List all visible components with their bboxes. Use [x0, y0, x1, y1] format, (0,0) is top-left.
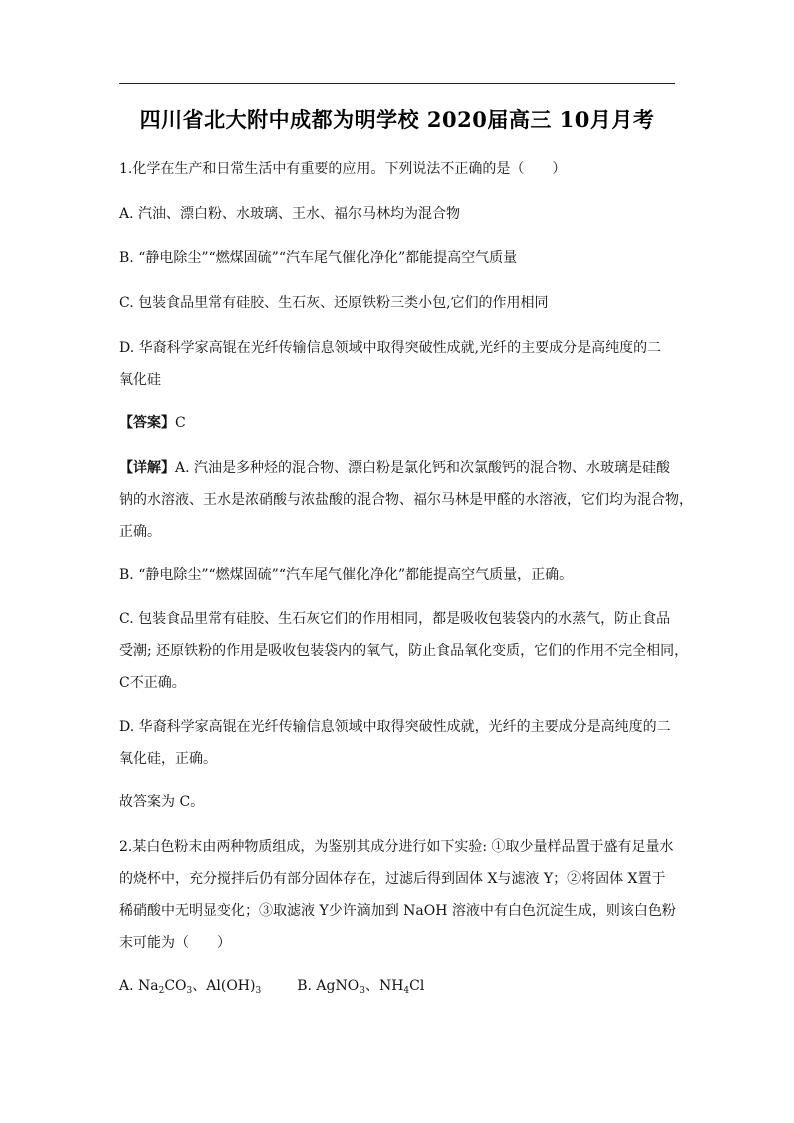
q2-stem-line4: 末可能为（ ）: [119, 935, 231, 951]
q2-stem-line2: 的烧杯中，充分搅拌后仍有部分固体存在，过滤后得到固体 X与滤液 Y；②将固体 X置于: [119, 871, 666, 887]
explain-label: 【详解】: [119, 460, 175, 476]
q1-explain-b: B. “静电除尘”“燃煤固硫”“汽车尾气催化净化”都能提高空气质量，正确。: [119, 567, 574, 583]
answer-value: C: [175, 415, 186, 431]
q2-options-row: [119, 977, 679, 995]
q2-stem-line1: 2.某白色粉末由两种物质组成，为鉴别其成分进行如下实验: ①取少量样品置于盛有足量水: [119, 839, 674, 855]
answer-label: 【答案】: [119, 415, 175, 431]
explain-a-text: A. 汽油是多种烃的混合物、漂白粉是氯化钙和次氯酸钙的混合物、水玻璃是硅酸: [175, 460, 671, 476]
q1-option-b: B. “静电除尘”“燃煤固硫”“汽车尾气催化净化”都能提高空气质量: [119, 250, 518, 266]
q1-option-a: A. 汽油、漂白粉、水玻璃、王水、福尔马林均为混合物: [119, 206, 461, 222]
q2-stem-line3: 稀硝酸中无明显变化；③取滤液 Y少许滴加到 NaOH 溶液中有白色沉淀生成，则该白色粉: [119, 903, 676, 919]
q1-explain-a-line3: 正确。: [119, 524, 161, 540]
page-title: 四川省北大附中成都为明学校 2020届高三 10月月考: [139, 107, 655, 132]
header-rule: [119, 83, 675, 84]
q2-option-b: B. AgNO$_3$、$NH_4Cl$: [297, 978, 425, 996]
q1-option-c: C. 包装食品里常有硅胶、生石灰、还原铁粉三类小包,它们的作用相同: [119, 295, 549, 311]
q1-explain-a-line2: 钠的水溶液、王水是浓硝酸与浓盐酸的混合物、福尔马林是甲醛的水溶液，它们均为混合物，: [119, 492, 693, 508]
q1-explain-c-line1: C. 包装食品里常有硅胶、生石灰它们的作用相同，都是吸收包装袋内的水蒸气，防止食品: [119, 611, 671, 627]
q1-explain-c-line2: 受潮; 还原铁粉的作用是吸收包装袋内的氧气，防止食品氧化变质，它们的作用不完全相同，: [119, 643, 689, 659]
q1-option-d-line2: 氧化硅: [119, 372, 161, 388]
q1-option-d-line1: D. 华裔科学家高锟在光纤传输信息领域中取得突破性成就,光纤的主要成分是高纯度的二: [119, 340, 662, 356]
q1-explain-d-line2: 氧化硅，正确。: [119, 751, 217, 767]
q1-stem: 1.化学在生产和日常生活中有重要的应用。下列说法不正确的是（ ）: [119, 161, 567, 177]
q2-option-a: A. $Na_2CO_3$、$Al(OH)_3$: [119, 978, 262, 996]
q1-explain-c-line3: C不正确。: [119, 675, 186, 691]
q1-answer: [119, 414, 679, 432]
q1-explain-d-line1: D. 华裔科学家高锟在光纤传输信息领域中取得突破性成就，光纤的主要成分是高纯度的二: [119, 719, 671, 735]
q1-explain-a-line1: [119, 459, 679, 477]
q1-conclusion: 故答案为 C。: [119, 794, 205, 810]
